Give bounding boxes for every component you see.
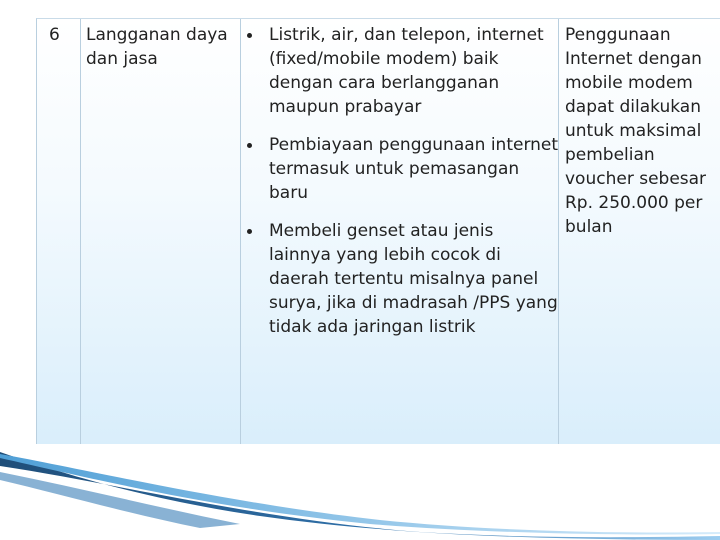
- list-item: [241, 23, 559, 119]
- notes-column: [559, 19, 720, 445]
- items-column: [241, 19, 559, 445]
- swoosh-decoration: [0, 444, 720, 540]
- item-text: Membeli genset atau jenis lainnya yang lebih cocok di daerah tertentu misalnya panel surya, jika di madrasah /PPS yang tidak ada jaringan listrik: [269, 221, 558, 337]
- item-text: Pembiayaan penggunaan internet termasuk untuk pemasangan baru: [269, 135, 559, 203]
- item-text: Listrik, air, dan telepon, internet (fixed/mobile modem) baik dengan cara berlangganan maupun prabayar: [269, 25, 544, 117]
- notes-cell: Penggunaan Internet dengan mobile modem dapat dilakukan untuk maksimal pembelian voucher sebesar Rp. 250.000 per bulan: [565, 25, 707, 237]
- bullet-icon: [247, 229, 252, 234]
- bullet-icon: [247, 33, 252, 38]
- items-list: [241, 23, 559, 353]
- bullet-icon: [247, 143, 252, 148]
- slide-footer-decoration: [0, 444, 720, 540]
- number-column: [37, 19, 81, 445]
- list-item: [241, 219, 559, 339]
- row-number: 6: [49, 25, 60, 45]
- budget-table: [36, 18, 720, 445]
- category-cell: Langganan daya dan jasa: [86, 25, 228, 69]
- category-column: [81, 19, 241, 445]
- list-item: [241, 133, 559, 205]
